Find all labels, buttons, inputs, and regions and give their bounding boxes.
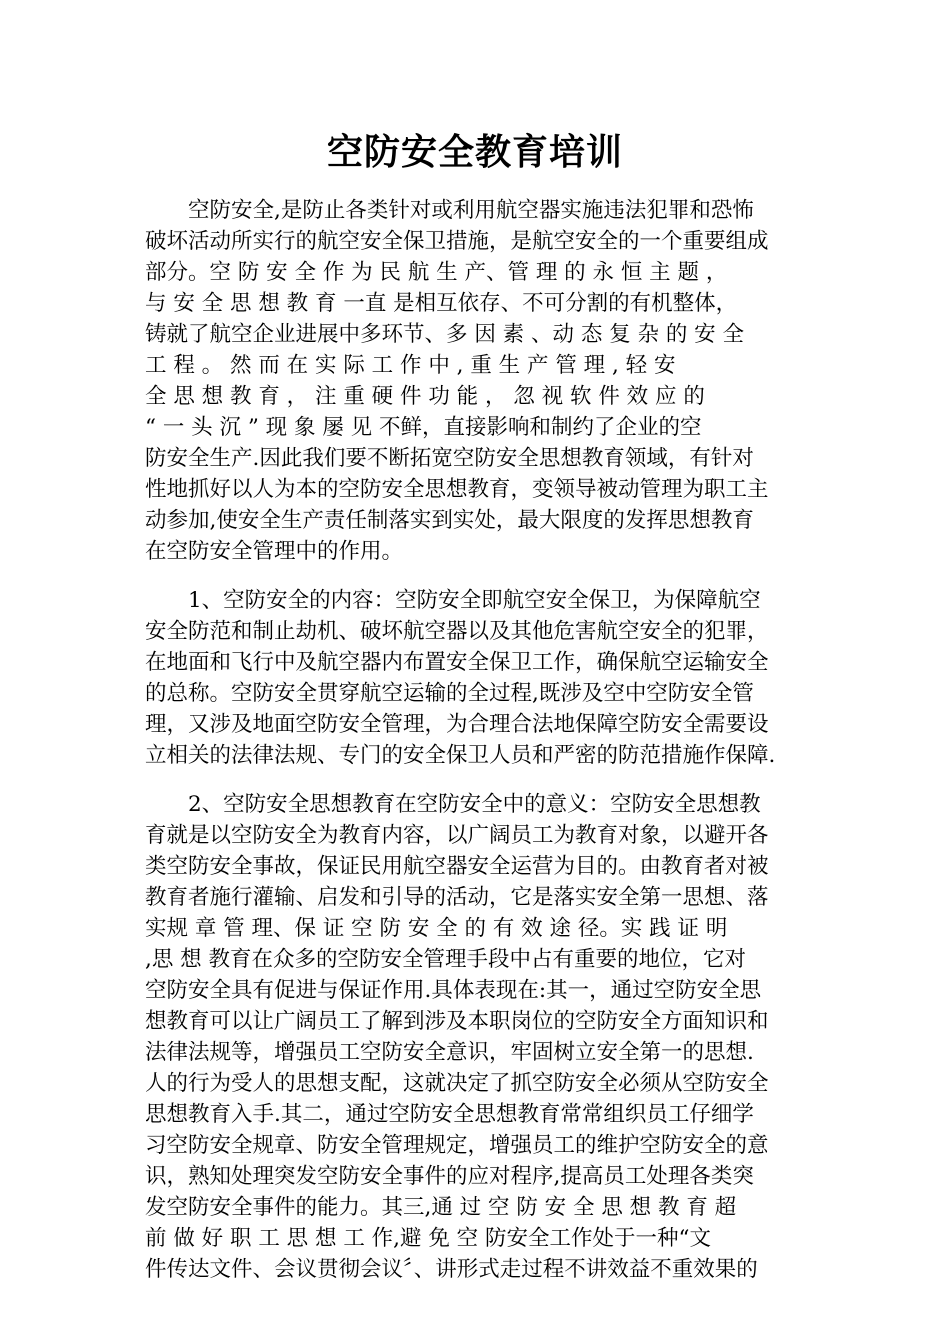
paragraph-line: 动参加,使安全生产责任制落实到实处，最大限度的发挥思想教育 <box>145 508 754 533</box>
paragraph-line: 识，熟知处理突发空防安全事件的应对程序,提高员工处理各类突 <box>145 1164 754 1189</box>
paragraph-line: 防安全生产.因此我们要不断拓宽空防安全思想教育领域，有针对 <box>145 446 754 471</box>
paragraph-line: 部分。空 防 安 全 作 为 民 航 生 产、管 理 的 永 恒 主 题 ， <box>145 260 728 285</box>
paragraph-line: 类空防安全事故，保证民用航空器安全运营为目的。由教育者对被 <box>145 854 769 879</box>
paragraph-line: 性地抓好以人为本的空防安全思想教育，变领导被动管理为职工主 <box>145 477 769 502</box>
paragraph-line: 理，又涉及地面空防安全管理，为合理合法地保障空防安全需要设 <box>145 712 769 737</box>
paragraph-line: 1、空防安全的内容：空防安全即航空安全保卫，为保障航空 <box>188 588 761 613</box>
paragraph-line: “ 一 头 沉 ” 现 象 屡 见 不鲜，直接影响和制约了企业的空 <box>145 415 702 440</box>
paragraph-line: 发空防安全事件的能力。其三,通 过 空 防 安 全 思 想 教 育 超 <box>145 1195 737 1220</box>
paragraph <box>145 789 805 1285</box>
paragraph-line: 育就是以空防安全为教育内容，以广阔员工为教育对象，以避开各 <box>145 823 769 848</box>
paragraph-line: 前 做 好 职 工 思 想 工 作,避 免 空 防安全工作处于一种“文 <box>145 1226 712 1251</box>
paragraph-line: 的总称。空防安全贯穿航空运输的全过程,既涉及空中空防安全管 <box>145 681 754 706</box>
document-page <box>145 125 805 1303</box>
paragraph-line: 空防安全具有促进与保证作用.具体表现在:其一，通过空防安全思 <box>145 978 762 1003</box>
paragraph-line: 铸就了航空企业进展中多环节、多 因 素 、动 态 复 杂 的 安 全 <box>145 322 745 347</box>
paragraph-line: 想教育可以让广阔员工了解到涉及本职岗位的空防安全方面知识和 <box>145 1009 769 1034</box>
paragraph <box>145 585 805 771</box>
paragraph-line: 破坏活动所实行的航空安全保卫措施，是航空安全的一个重要组成 <box>145 229 769 254</box>
paragraph-line: ,思 想 教育在众多的空防安全管理手段中占有重要的地位，它对 <box>145 947 747 972</box>
paragraph-line: 思想教育入手.其二，通过空防安全思想教育常常组织员工仔细学 <box>145 1102 754 1127</box>
paragraph-line: 教育者施行灌输、启发和引导的活动，它是落实安全第一思想、落 <box>145 885 769 910</box>
paragraph-line: 全 思 想 教 育 ， 注 重 硬 件 功 能 ， 忽 视 软 件 效 应 的 <box>145 384 705 409</box>
paragraph-line: 与 安 全 思 想 教 育 一直 是相互依存、不可分割的有机整体， <box>145 291 738 316</box>
paragraph-line: 空防安全,是防止各类针对或利用航空器实施违法犯罪和恐怖 <box>188 198 754 223</box>
paragraph-line: 习空防安全规章、防安全管理规定，增强员工的维护空防安全的意 <box>145 1133 769 1158</box>
paragraph-line: 法律法规等，增强员工空防安全意识，牢固树立安全第一的思想. <box>145 1040 754 1065</box>
paragraph <box>145 195 805 567</box>
paragraph-line: 在空防安全管理中的作用。 <box>145 539 404 564</box>
paragraph-line: 立相关的法律法规、专门的安全保卫人员和严密的防范措施作保障. <box>145 743 776 768</box>
paragraph-line: 工 程 。 然 而 在 实 际 工 作 中 , 重 生 产 管 理 , 轻 安 <box>145 353 676 378</box>
document-body <box>145 195 805 1285</box>
paragraph-line: 件传达文件、会议贯彻会议〞、讲形式走过程不讲效益不重效果的 <box>145 1257 758 1282</box>
paragraph-line: 2、空防安全思想教育在空防安全中的意义：空防安全思想教 <box>188 792 761 817</box>
paragraph-line: 安全防范和制止劫机、破坏航空器以及其他危害航空安全的犯罪， <box>145 619 769 644</box>
paragraph-line: 实规 章 管 理、保 证 空 防 安 全 的 有 效 途 径。实 践 证 明 <box>145 916 728 941</box>
paragraph-line: 在地面和飞行中及航空器内布置安全保卫工作，确保航空运输安全 <box>145 650 769 675</box>
document-title: 空防安全教育培训 <box>326 131 623 173</box>
paragraph-line: 人的行为受人的思想支配，这就决定了抓空防安全必须从空防安全 <box>145 1071 769 1096</box>
